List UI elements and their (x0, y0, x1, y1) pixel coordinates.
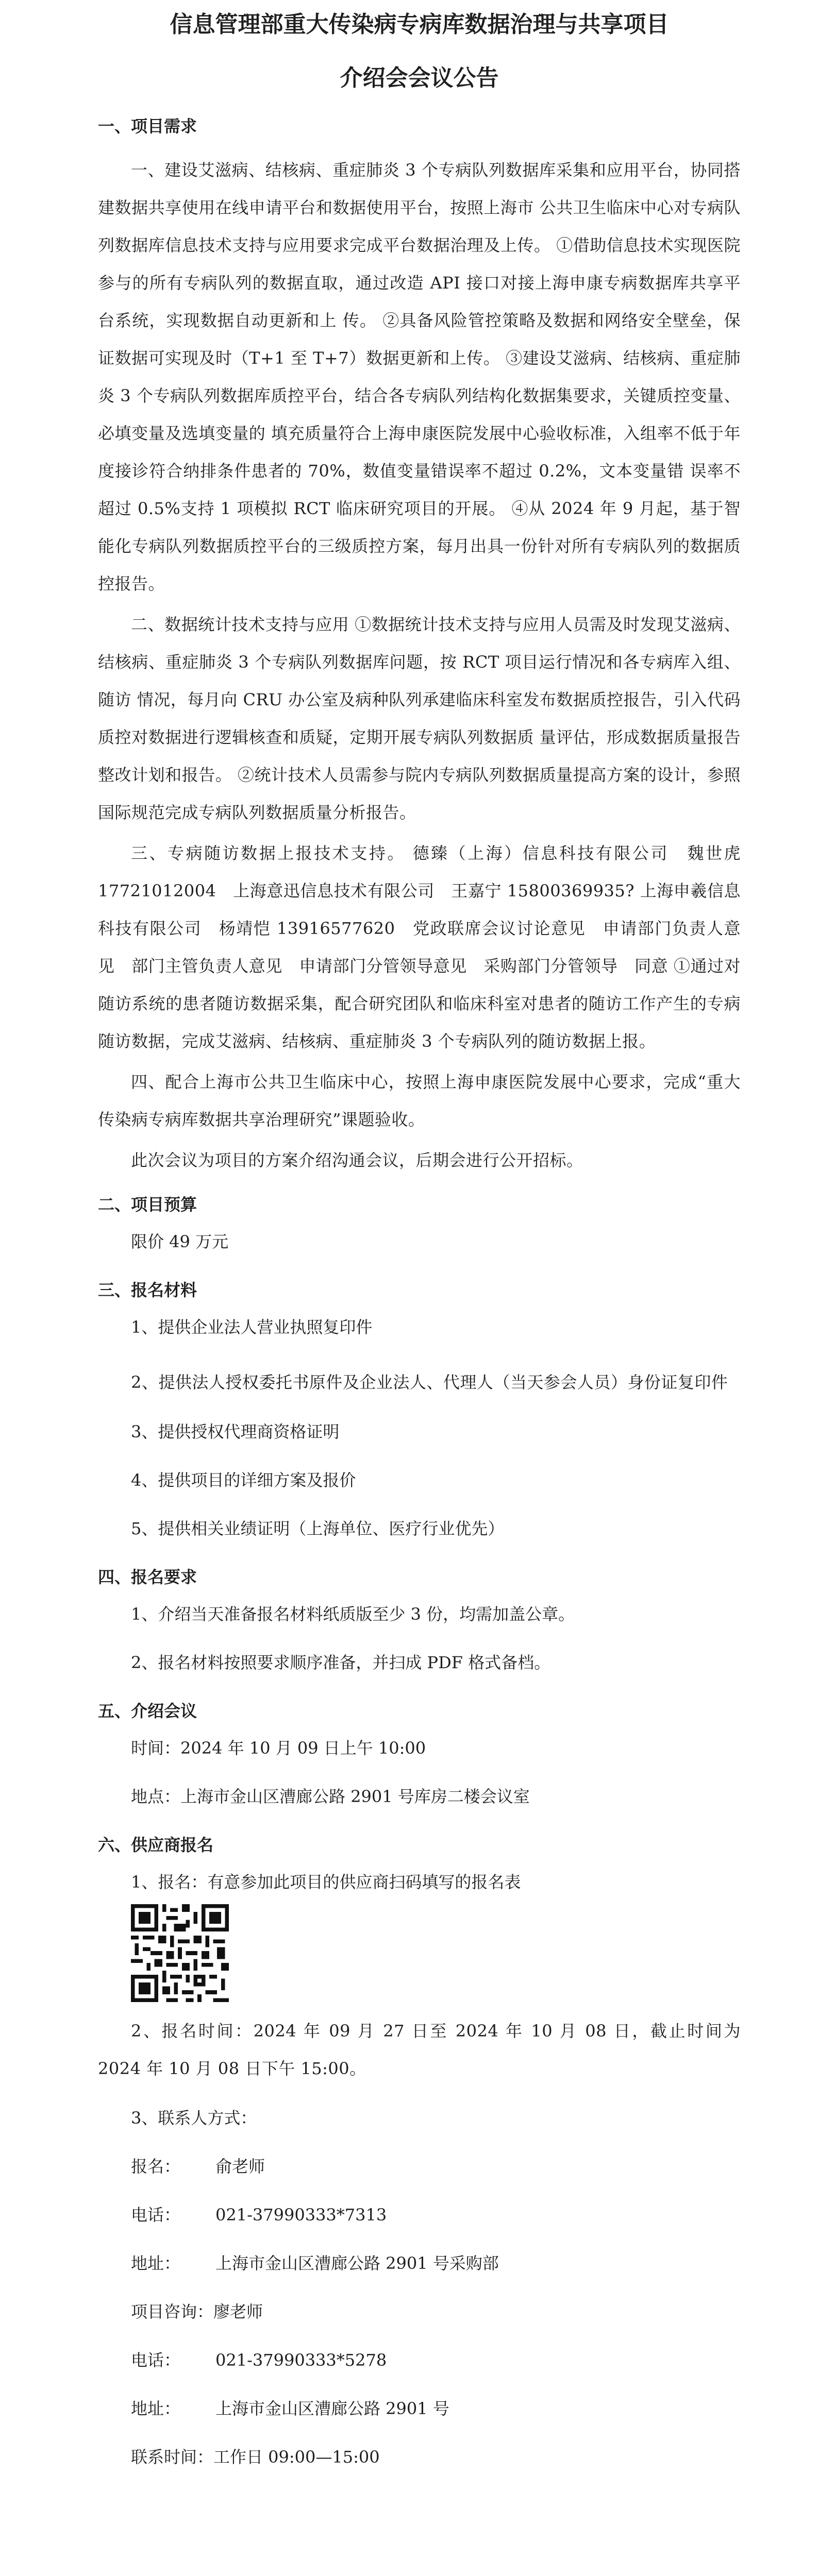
requirement-item-1: 1、介绍当天准备报名材料纸质版至少 3 份，均需加盖公章。 (131, 1604, 575, 1624)
material-item-3: 3、提供授权代理商资格证明 (131, 1422, 340, 1442)
section-heading-supplier-registration: 六、供应商报名 (98, 1835, 214, 1855)
contact-phone-2 (98, 2348, 741, 2372)
contact-registration (98, 2155, 741, 2178)
section-heading-budget: 二、项目预算 (98, 1195, 197, 1214)
section-heading-meeting: 五、介绍会议 (98, 1701, 197, 1721)
requirement-paragraph-1: 一、建设艾滋病、结核病、重症肺炎 3 个专病队列数据库采集和应用平台，协同搭建数据共享使用在线申请平台和数据使用平台，按照上海市 公共卫生临床中心对专病队列数据库信息技术支持与应用要求完成平台数据治理及上传。 ①借助信息技术实现医院参与的所有专病队列的数据直取，通过改造 API 接口对接上海申康专病数据库共享平台系统，实现数据自动更新和上 传。 ②具备风险管控策略及数据和网络安全壁垒，保证数据可实现及时（T+1 至 T+7）数据更新和上传。 ③建设艾滋病、结核病、重症肺炎 3 个专病队列数据库质控平台，结合各专病队列结构化数据集要求，关键质控变量、必填变量及选填变量的 填充质量符合上海申康医院发展中心验收标准，入组率不低于年度接诊符合纳排条件患者的 70%，数值变量错误率不超过 0.2%，文本变量错 误率不超过 0.5%支持 1 项模拟 RCT 临床研究项目的开展。 ④从 2024 年 9 月起，基于智能化专病队列数据质控平台的三级质控方案，每月出具一份针对所有专病队列的数据质控报告。 (98, 160, 741, 594)
material-item-1: 1、提供企业法人营业执照复印件 (131, 1317, 373, 1337)
contact-phone-1-label: 电话： (131, 2205, 181, 2225)
meeting-time: 时间：2024 年 10 月 09 日上午 10:00 (131, 1738, 426, 1758)
requirement-item-2: 2、报名材料按照要求顺序准备，并扫成 PDF 格式备档。 (131, 1653, 551, 1672)
contact-phone-1-value: 021-37990333*7313 (215, 2205, 387, 2225)
section-heading-requirements: 一、项目需求 (98, 116, 197, 136)
requirement-paragraph-2: 二、数据统计技术支持与应用 ①数据统计技术支持与应用人员需及时发现艾滋病、结核病、重症肺炎 3 个专病队列数据库问题，按 RCT 项目运行情况和各专病库入组、随访 情况，每月向 CRU 办公室及病种队列承建临床科室发布数据质控报告，引入代码质控对数据进行逻辑核查和质疑，定期开展专病队列数据质 量评估，形成数据质量报告整改计划和报告。 ②统计技术人员需参与院内专病队列数据质量提高方案的设计，参照国际规范完成专病队列数据质量分析报告。 (98, 615, 741, 822)
contact-address-1-label: 地址： (131, 2253, 181, 2273)
contact-phone-1 (98, 2203, 741, 2227)
contact-phone-2-label: 电话： (131, 2350, 181, 2370)
contact-hours: 联系时间：工作日 09:00—15:00 (131, 2447, 380, 2467)
contact-address-1 (98, 2251, 741, 2275)
document-title: 信息管理部重大传染病专病库数据治理与共享项目 (170, 11, 669, 38)
document-subtitle: 介绍会会议公告 (340, 65, 499, 91)
budget-text: 限价 49 万元 (131, 1232, 229, 1251)
contact-address-1-value: 上海市金山区漕廊公路 2901 号采购部 (215, 2253, 499, 2273)
contact-consult: 项目咨询：廖老师 (131, 2302, 263, 2321)
contact-address-2 (98, 2397, 741, 2420)
contact-registration-name: 俞老师 (215, 2157, 265, 2176)
material-item-2: 2、提供法人授权委托书原件及企业法人、代理人（当天参会人员）身份证复印件 (131, 1372, 728, 1392)
section-heading-registration-requirements: 四、报名要求 (98, 1567, 197, 1587)
contact-address-2-label: 地址： (131, 2399, 181, 2418)
qr-code-icon[interactable] (131, 1904, 229, 2002)
requirement-paragraph-4: 四、配合上海市公共卫生临床中心，按照上海申康医院发展中心要求，完成“重大传染病专病库数据共享治理研究”课题验收。 (98, 1072, 741, 1129)
registration-item-1: 1、报名：有意参加此项目的供应商扫码填写的报名表 (131, 1872, 521, 1892)
requirement-paragraph-5: 此次会议为项目的方案介绍沟通会议，后期会进行公开招标。 (131, 1150, 583, 1170)
material-item-4: 4、提供项目的详细方案及报价 (131, 1470, 356, 1490)
registration-item-3: 3、联系人方式： (131, 2108, 257, 2128)
contact-registration-label: 报名： (131, 2157, 181, 2176)
requirement-paragraph-3: 三、专病随访数据上报技术支持。 德臻（上海）信息科技有限公司 魏世虎 17721012004 上海意迅信息技术有限公司 王嘉宁 15800369935? 上海申羲信息科技有限公司 杨靖恺 13916577620 党政联席会议讨论意见 申请部门负责人意见 部门主管负责人意见 申请部门分管领导意见 采购部门分管领导 同意 ①通过对随访系统的患者随访数据采集，配合研究团队和临床科室对患者的随访工作产生的专病随访数据，完成艾滋病、结核病、重症肺炎 3 个专病队列的随访数据上报。 (98, 843, 741, 1051)
section-heading-materials: 三、报名材料 (98, 1280, 197, 1300)
contact-address-2-value: 上海市金山区漕廊公路 2901 号 (215, 2399, 449, 2418)
registration-item-2: 2、报名时间：2024 年 09 月 27 日至 2024 年 10 月 08 日，截止时间为 2024 年 10 月 08 日下午 15:00。 (98, 2021, 741, 2078)
meeting-place: 地点：上海市金山区漕廊公路 2901 号库房二楼会议室 (131, 1787, 530, 1806)
material-item-5: 5、提供相关业绩证明（上海单位、医疗行业优先） (131, 1519, 505, 1538)
contact-phone-2-value: 021-37990333*5278 (215, 2350, 387, 2370)
